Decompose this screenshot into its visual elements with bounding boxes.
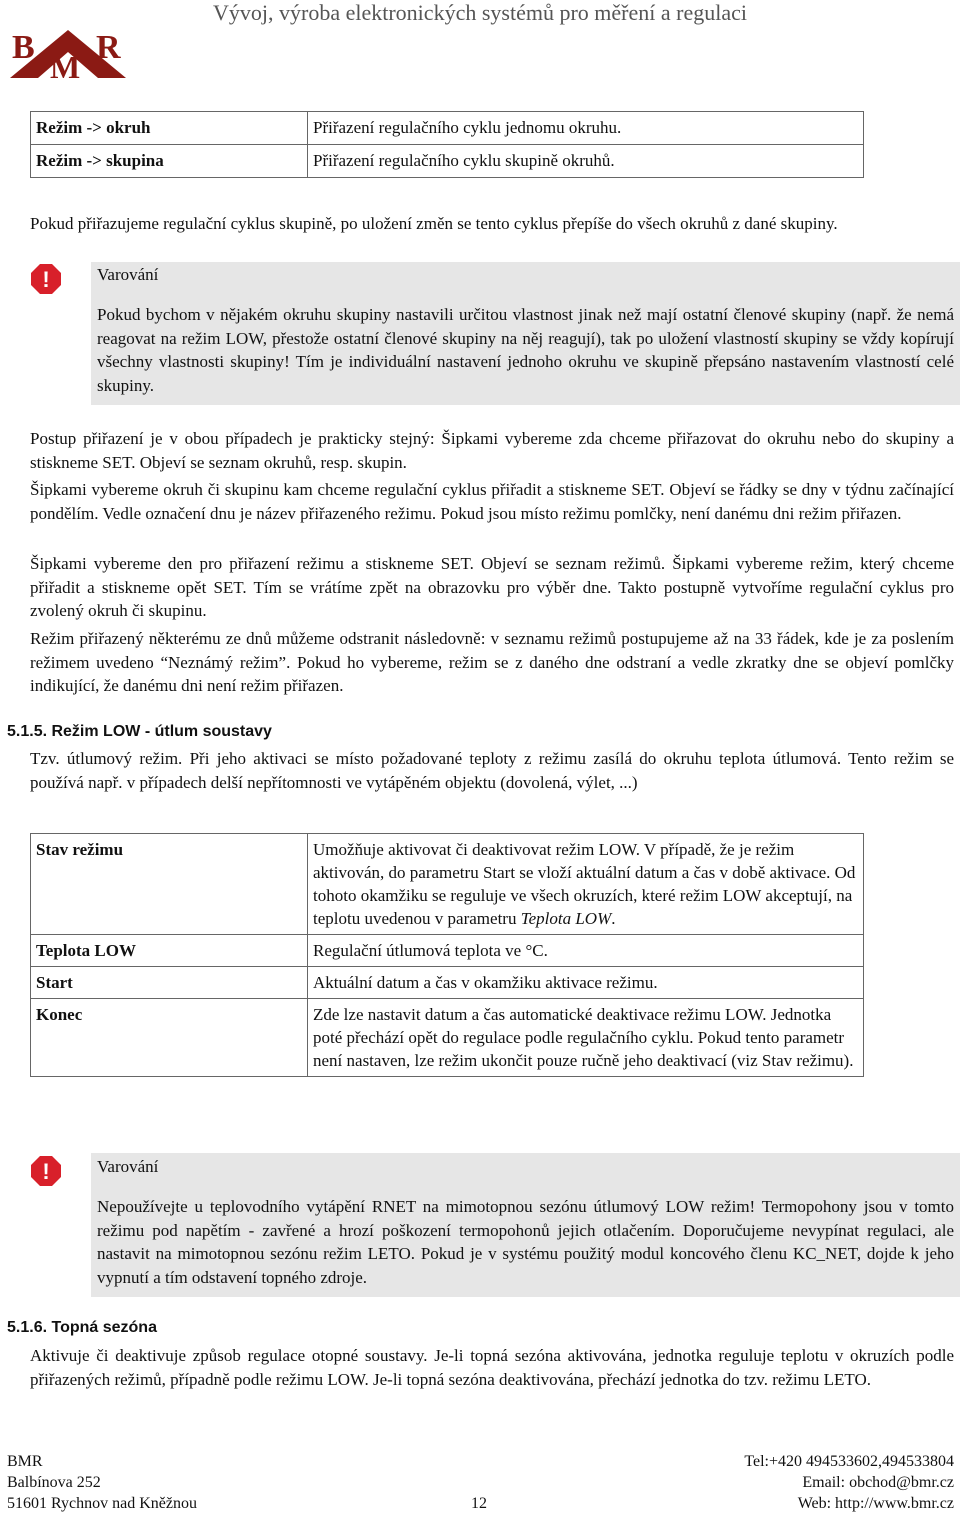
svg-text:!: !: [42, 1159, 50, 1184]
footer-address: [7, 1451, 197, 1514]
paragraph: Šipkami vybereme den pro přiřazení režimu a stiskneme SET. Objeví se seznam režimů. Šipkami vybereme režim, který chceme přiřadit a stiskneme opět SET. Tím se vrátíme zpět na obrazovku pro výběr dne. Takto postupně vytvoříme regulační cyklus pro zvolený okruh či skupinu.: [30, 554, 954, 620]
paragraph: Tzv. útlumový režim. Při jeho aktivaci se místo požadované teploty z režimu zasílá do okruhu teplota útlumová. Tento režim se používá např. v případech delší nepřítomnosti ve vytápěném objektu (dovolená, výlet, ...): [30, 749, 954, 792]
table-row: [31, 967, 864, 999]
svg-text:!: !: [42, 267, 50, 292]
bmr-logo: [8, 26, 128, 80]
warning-title: Varování: [97, 1157, 159, 1176]
paragraph: Šipkami vybereme okruh či skupinu kam chceme regulační cyklus přiřadit a stiskneme SET. Objeví se řádky se dny v týdnu začínající pondělím. Vedle označení dnu je název přiřazeného režimu. Pokud jsou místo režimu pomlčky, není danému dni režim přiřazen.: [30, 480, 954, 523]
table-cell-key: Start: [31, 967, 308, 999]
table-cell-text: Umožňuje aktivovat či deaktivovat režim LOW. V případě, že je režim aktivován, do parametru Start se vloží aktuální datum a čas v době aktivace. Od tohoto okamžiku se reguluje ve všech okruzích, které režim LOW akceptují, na teplotu uvedenou v parametru: [313, 840, 856, 928]
footer-contact: [744, 1451, 954, 1514]
warning-box: [91, 1153, 960, 1297]
paragraph: Postup přiřazení je v obou případech je prakticky stejný: Šipkami vybereme zda chceme přiřazovat do okruhu nebo do skupiny a stiskneme SET. Objeví se seznam okruhů, resp. skupin.: [30, 429, 954, 472]
parameter-reference: Teplota LOW: [520, 909, 612, 928]
table-cell-key: Režim -> skupina: [31, 145, 308, 178]
table-cell-value: Přiřazení regulačního cyklu jednomu okruhu.: [308, 112, 864, 145]
mode-assignment-table: [30, 111, 864, 178]
table-cell-value: [308, 834, 864, 935]
table-cell-value: Regulační útlumová teplota ve °C.: [308, 935, 864, 967]
footer-tel: Tel:+420 494533602,494533804: [744, 1453, 954, 1470]
warning-text: Pokud bychom v nějakém okruhu skupiny nastavili určitou vlastnost jinak než mají ostatní členové skupiny (např. že nemá reagovat na režim LOW, přestože ostatní členové skupiny na něj reagují), tak po uložení vlastností skupiny se vždy kopírují všechny vlastnosti skupiny! Tím je individuální nastavení jednoho okruhu ve skupině přepsáno nastavením vlastností celé skupiny.: [97, 305, 954, 395]
header-title: Vývoj, výroba elektronických systémů pro měření a regulaci: [213, 0, 747, 25]
table-row: [31, 145, 864, 178]
warning-icon: [30, 1155, 62, 1187]
table-row: [31, 935, 864, 967]
table-cell-key: Režim -> okruh: [31, 112, 308, 145]
section-heading: 5.1.5. Režim LOW - útlum soustavy: [7, 723, 272, 740]
warning-text: Nepoužívejte u teplovodního vytápění RNET na mimotopnou sezónu útlumový LOW režim! Termopohony jsou v tomto režimu pod napětím - zavřené a hrozí poškození termopohonů jejich otlačením. Doporučujeme nevypínat regulaci, ale nastavit na mimotopnou sezónu režim LETO. Pokud je v systému použitý modul koncového členu KC_NET, dojde k jeho vypnutí a tím odstavení topného zdroje.: [97, 1197, 954, 1287]
svg-text:M: M: [50, 49, 81, 80]
table-row: [31, 112, 864, 145]
warning-icon: [30, 263, 62, 295]
table-row: [31, 834, 864, 935]
page-number: 12: [471, 1495, 487, 1512]
table-row: [31, 999, 864, 1077]
table-cell-key: Konec: [31, 999, 308, 1077]
table-cell-value: Přiřazení regulačního cyklu skupině okruhů.: [308, 145, 864, 178]
footer-web[interactable]: Web: http://www.bmr.cz: [797, 1495, 954, 1512]
table-cell-key: Stav režimu: [31, 834, 308, 935]
table-cell-key: Teplota LOW: [31, 935, 308, 967]
svg-text:B: B: [12, 29, 35, 66]
warning-title: Varování: [97, 265, 159, 284]
warning-box: [91, 262, 960, 405]
table-cell-value: Aktuální datum a čas v okamžiku aktivace režimu.: [308, 967, 864, 999]
paragraph: Režim přiřazený některému ze dnů můžeme odstranit následovně: v seznamu režimů postupujeme až na 33 řádek, kde je za poslením režimem uvedeno “Neznámý režim”. Pokud ho vybereme, režim se z daného dne odstraní a vedle zkratky dne se objeví pomlčky indikující, že danému dni není režim přiřazen.: [30, 629, 954, 695]
table-cell-text: .: [611, 909, 616, 928]
footer-company: BMR: [7, 1453, 43, 1470]
footer-city: 51601 Rychnov nad Kněžnou: [7, 1495, 197, 1512]
paragraph: Pokud přiřazujeme regulační cyklus skupině, po uložení změn se tento cyklus přepíše do všech okruhů z dané skupiny.: [30, 214, 838, 233]
low-mode-parameters-table: [30, 833, 864, 1077]
svg-text:R: R: [96, 29, 121, 66]
footer-street: Balbínova 252: [7, 1474, 101, 1491]
footer-email[interactable]: Email: obchod@bmr.cz: [802, 1474, 954, 1491]
section-heading: 5.1.6. Topná sezóna: [7, 1319, 157, 1336]
table-cell-value: Zde lze nastavit datum a čas automatické deaktivace režimu LOW. Jednotka poté přechází opět do regulace podle regulačního cyklu. Pokud tento parametr není nastaven, lze režim ukončit pouze ručně jeho deaktivací (viz Stav režimu).: [308, 999, 864, 1077]
paragraph: Aktivuje či deaktivuje způsob regulace otopné soustavy. Je-li topná sezóna aktivována, jednotka reguluje teplotu v okruzích podle přiřazených režimů, případně podle režimu LOW. Je-li topná sezóna deaktivována, přechází jednotka do tzv. režimu LETO.: [30, 1346, 954, 1389]
